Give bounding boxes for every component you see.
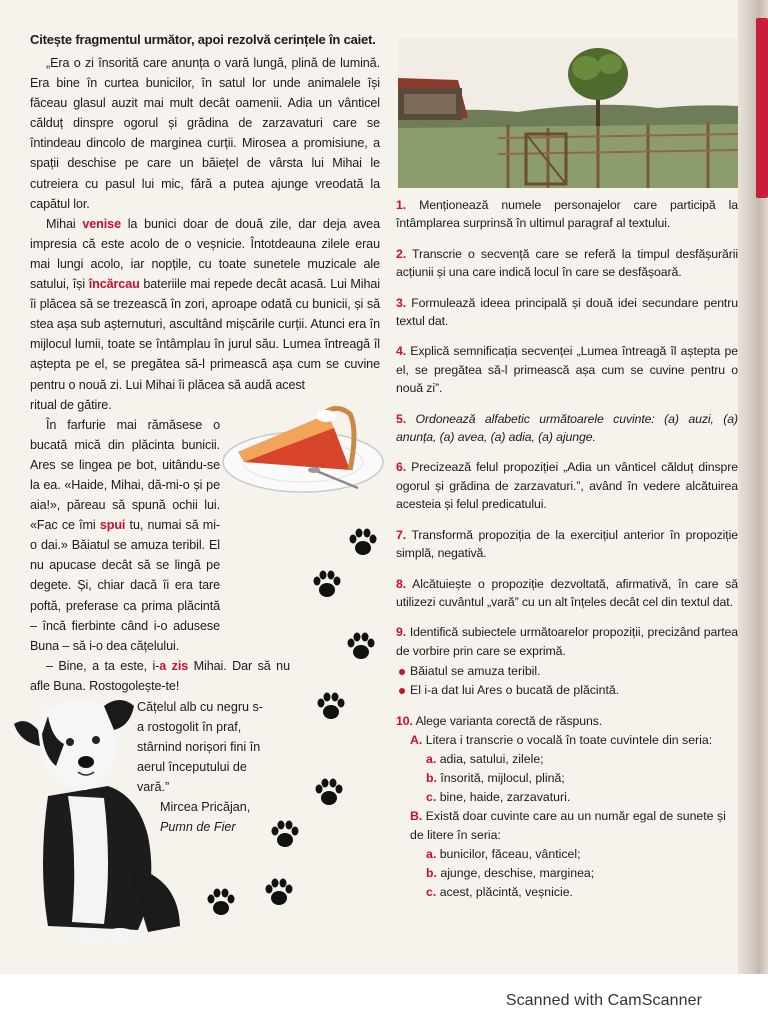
option-letter: b. (426, 865, 437, 880)
story-paragraph-5: Cățelul alb cu negru s-a rostogolit în praf, stârnind norișori fini în aerul începutului de vară.” (137, 700, 264, 794)
question-text: Transcrie o secvență care se referă la timpul desfășurării acțiunii și una care indică locul în care se desfășoară. (396, 246, 738, 280)
part-letter: A. (410, 732, 423, 747)
question-text: Ordonează alfabetic următoarele cuvinte: (a) auzi, (a) anunța, (a) avea, (a) adia, (a) ajunge. (396, 411, 738, 445)
story-paragraph-1: „Era o zi însorită care anunța o vară lungă, plină de lumină. Era bine în curtea bunicilor, în satul lor unde animalele își făceau glasul auzit mai mult decât oamenii. Adia un vânticel călduț dinspre ogorul și grădina de zarzavaturi care se întindeau dincolo de marginea curții. Mirosea a promisiune, a spații deschise pe care un băiețel de vârsta lui Mihai le cutreiera cu pasul lui mic, fără a putea ajunge vreodată la capătul lor. (30, 56, 380, 211)
story-paragraph-2-end: ritual de gătire. (30, 397, 112, 412)
question-text: Alcătuiește o propoziție dezvoltată, afirmativă, în care să utilizezi cuvântul „vară” cu un alt înțeles decât cel din textul dat. (396, 576, 738, 609)
text-span: tu, numai să mi-o dai.» Băiatul se amuza teribil. El nu apucase decât să se lingă pe degete. Și, chiar dacă îi era tare poftă, preferase ca prima plăcintă – încă fierbinte când i-o adusese Buna – să i-o dea cățelului. (30, 518, 220, 653)
option-text: acest, plăcintă, veșnicie. (439, 884, 573, 899)
question-number: 5. (396, 411, 407, 426)
q10-a-option (396, 769, 738, 788)
highlight-word: a zis (159, 658, 189, 673)
q10-part-b (396, 807, 738, 845)
question-text: Identifică subiectele următoarelor propoziții, precizând partea de vorbire prin care se exprimă. (396, 625, 738, 658)
option-text: însorită, mijlocul, plină; (440, 770, 565, 785)
highlight-word: venise (82, 216, 121, 231)
scanner-watermark: Scanned with CamScanner (505, 992, 702, 1009)
questions-column (396, 196, 738, 902)
part-letter: B. (410, 808, 423, 823)
option-text: ajunge, deschise, marginea; (440, 865, 595, 880)
question-number: 1. (396, 198, 407, 212)
part-text: Există doar cuvinte care au un număr egal de sunete și de litere în seria: (410, 808, 726, 842)
q10-a-option (396, 788, 738, 807)
question-2 (396, 245, 738, 282)
question-5 (396, 410, 738, 447)
option-text: bine, haide, zarzavaturi. (439, 789, 571, 804)
highlight-word: spui (99, 518, 126, 533)
q10-b-option (396, 864, 738, 883)
question-4 (396, 342, 738, 397)
option-text: adia, satului, zilele; (439, 751, 544, 766)
paw-print-icon (268, 818, 302, 852)
book-title: Pumn de Fier (160, 820, 236, 834)
story-paragraph-2 (30, 214, 380, 395)
paw-print-icon (314, 690, 348, 724)
paw-print-icon (312, 776, 346, 810)
question-number: 2. (396, 246, 407, 261)
question-text: Formulează ideea principală și două idei secundare pentru textul dat. (396, 295, 738, 329)
pie-on-plate-illustration (218, 400, 388, 500)
text-span: În farfurie mai rămăsese o bucată mică din plăcinta bunicii. Ares se lingea pe bot, uitându-se la ea. «Haide, Mihai, dă-mi-o și pe aia!», păreau să spună ochii lui. «Fac ce îmi (30, 417, 220, 533)
option-letter: b. (426, 770, 437, 785)
author-name: Mircea Pricăjan, (160, 800, 251, 814)
option-letter: c. (426, 884, 437, 899)
question-text: Transformă propoziția de la exercițiul anterior în propoziție simplă, negativă. (396, 527, 738, 561)
paw-print-icon (310, 568, 344, 602)
q10-b-option (396, 845, 738, 864)
question-7 (396, 526, 738, 563)
text-span: Mihai (46, 216, 83, 231)
question-text: Menționează numele personajelor care participă la întâmplarea surprinsă în ultimul paragraf al textului. (396, 198, 738, 231)
text-span: bateriile mai repede decât acasă. Lui Mihai îi plăcea să se trezească în zori, aproape odată cu bunicii, și să stea așa sub așternuturi, ascultând mișcările curții. Atunci era în mijlocul lumii, toate se întâmplau în jurul său. Lumea întreagă îl aștepta pe el, se pregătea să-l primească așa cum se cuvine pentru o nouă zi. Lui Mihai îi plăcea să audă acest (30, 277, 380, 392)
question-9 (396, 623, 738, 660)
option-letter: a. (426, 846, 437, 861)
highlight-word: încărcau (88, 277, 140, 292)
question-text: Alege varianta corectă de răspuns. (415, 714, 603, 729)
question-number: 6. (396, 460, 407, 475)
question-3 (396, 294, 738, 331)
question-number: 4. (396, 344, 407, 359)
dog-illustration (8, 686, 188, 960)
text-span: la bunici doar de două zile, dar deja avea impresia că este acolo de o veșnicie. Întotdeauna zilele erau mai lungi acolo, iar nopțile, cu toate sunetele muzicale ale satului, își (30, 216, 380, 292)
text-span: – Bine, a ta este, i- (46, 658, 160, 673)
instruction-heading: Citește fragmentul următor, apoi rezolvă cerințele în caiet. (30, 32, 376, 47)
paw-print-icon (262, 876, 296, 910)
paw-print-icon (344, 630, 378, 664)
part-text: Litera i transcrie o vocală în toate cuvintele din seria: (425, 732, 713, 747)
question-1 (396, 196, 738, 233)
question-6 (396, 458, 738, 513)
paw-print-icon (204, 886, 238, 920)
question-number: 8. (396, 576, 407, 591)
question-number: 3. (396, 295, 407, 310)
text-span: Mihai. Dar să nu afle Buna. Rostogolește-te! (30, 658, 290, 693)
q10-part-a (396, 731, 738, 750)
farm-landscape-illustration (398, 38, 738, 188)
red-tab (756, 18, 768, 198)
story-paragraph-3 (30, 415, 220, 656)
question-8 (396, 575, 738, 612)
option-letter: a. (426, 751, 437, 766)
paw-print-icon (346, 526, 380, 560)
q10-b-option (396, 883, 738, 902)
option-letter: c. (426, 789, 437, 804)
q9-bullet: Băiatul se amuza teribil. (396, 662, 738, 681)
question-10 (396, 712, 738, 730)
q9-bullet: El i-a dat lui Ares o bucată de plăcintă. (396, 681, 738, 700)
question-text: Precizează felul propoziției „Adia un vânticel călduț dinspre ogorul și grădina de zarzavaturi.”, având în vedere alcătuirea acesteia și felul predicatului. (396, 460, 738, 512)
question-number: 9. (396, 625, 407, 640)
question-text: Explică semnificația secvenței „Lumea întreagă îl aștepta pe el, se pregătea să-l primească așa cum se cuvine pentru o nouă zi”. (396, 344, 738, 396)
question-number: 10. (396, 714, 413, 729)
question-number: 7. (396, 527, 407, 542)
option-text: bunicilor, făceau, vânticel; (439, 846, 581, 861)
q10-a-option (396, 750, 738, 769)
